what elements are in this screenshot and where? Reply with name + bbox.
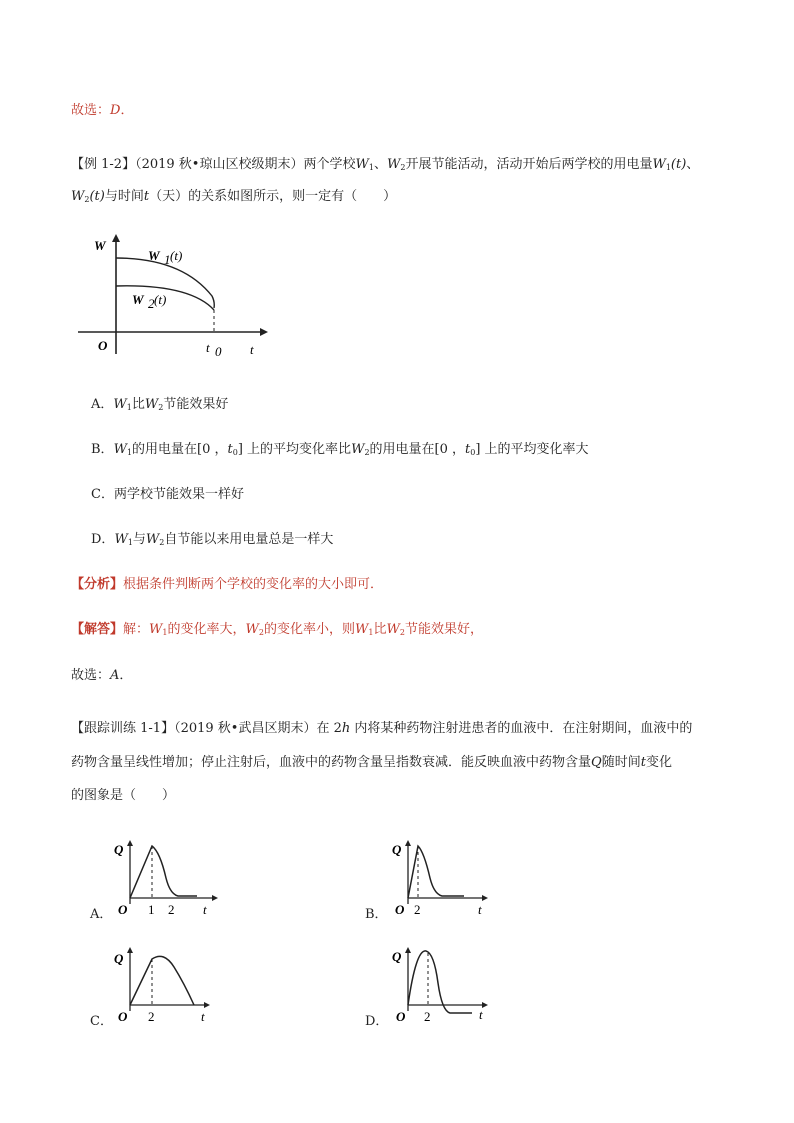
y-axis-arrow-icon — [405, 947, 411, 953]
choice-b-graph — [390, 838, 500, 918]
choice-d-letter: D． — [365, 1014, 389, 1029]
tick-label-1: 1 — [148, 902, 155, 917]
curve-w1-label: W — [148, 248, 160, 263]
x-axis-label: t — [201, 1009, 205, 1024]
x-axis-label: t — [479, 1007, 483, 1022]
answer-suffix: ． — [120, 103, 134, 118]
text: 与 — [132, 532, 146, 547]
answer-value: A — [110, 668, 120, 683]
letter: C． — [91, 487, 114, 502]
text: 的图象是（ ） — [71, 788, 176, 803]
origin-label: O — [118, 902, 128, 917]
sub: 2 — [258, 628, 264, 637]
tick-label-2: 2 — [168, 902, 175, 917]
y-axis-arrow-icon — [127, 840, 133, 846]
choice-d-graph — [390, 945, 500, 1025]
letter: A． — [91, 397, 114, 412]
text: ] 上的平均变化率比 — [237, 442, 352, 457]
text: 的用电量在[0 ， — [132, 442, 228, 457]
text: 药物含量呈线性增加；停止注射后，血液中的药物含量呈指数衰减．能反映血液中药物含量 — [71, 755, 592, 770]
var-w: W — [386, 157, 401, 172]
curve-w1-sub: 1 — [164, 252, 171, 267]
answer-prefix: 故选： — [71, 668, 111, 683]
followup-line-2 — [71, 754, 672, 772]
var-h: h — [341, 721, 351, 736]
text: 的变化率大， — [167, 622, 246, 637]
curve-w2-sub: 2 — [148, 296, 155, 311]
followup-line-1 — [71, 720, 692, 738]
curve-w2-arg: (t) — [154, 292, 167, 307]
y-axis-label: W — [94, 238, 106, 253]
choice-a-graph — [112, 838, 222, 918]
tick-label-1: 2 — [148, 1009, 155, 1024]
text: 的用电量在[0 ， — [369, 442, 466, 457]
x-axis-arrow-icon — [482, 1002, 488, 1008]
choice-b-letter: B． — [365, 907, 388, 922]
analysis-tag: 【分析】 — [71, 577, 124, 592]
example-line-2 — [71, 188, 396, 209]
var-w: W — [652, 157, 666, 172]
text: 两个学校 — [303, 157, 356, 172]
option-b — [91, 441, 589, 462]
option-c — [91, 486, 244, 504]
sub: 2 — [159, 538, 165, 547]
curve — [130, 846, 197, 898]
sub: 1 — [162, 628, 168, 637]
choice-c-letter: C． — [90, 1014, 113, 1029]
sub: 1 — [127, 538, 133, 547]
answer-prefix: 故选： — [71, 103, 111, 118]
var-t: t — [143, 189, 150, 204]
text: 与时间 — [104, 189, 144, 204]
tick-label-1: 2 — [414, 902, 421, 917]
tick-label-1: 2 — [424, 1009, 431, 1024]
option-a — [91, 396, 228, 417]
y-axis-arrow-icon — [112, 234, 120, 242]
t0-label: t — [206, 340, 210, 355]
text: 两学校节能效果一样好 — [113, 487, 244, 502]
sub: 2 — [400, 163, 406, 172]
var-w: W — [355, 157, 369, 172]
var-w: W — [355, 622, 369, 637]
text: 的变化率小，则 — [263, 622, 355, 637]
var-w: W — [351, 442, 365, 457]
text: 在 2 — [316, 721, 342, 736]
example-graph — [72, 228, 272, 360]
sub: 0 — [470, 448, 476, 457]
x-axis-label: t — [478, 902, 482, 917]
text: 开展节能活动，活动开始后两学校的用电量 — [405, 157, 653, 172]
text: 、 — [373, 157, 387, 172]
curve-w2-label: W — [132, 292, 144, 307]
y-axis-label: Q — [114, 951, 124, 966]
curve — [408, 846, 464, 898]
x-axis-label: t — [203, 902, 207, 917]
var-w: W — [113, 397, 127, 412]
choice-a-letter: A． — [90, 907, 113, 922]
sub: 2 — [399, 628, 405, 637]
var-q: Q — [591, 755, 602, 770]
sub: 1 — [368, 628, 374, 637]
solution-line — [71, 621, 483, 642]
choice-c-graph — [112, 945, 222, 1025]
sub: 1 — [126, 448, 133, 457]
curve — [408, 951, 472, 1013]
var-t: t — [640, 755, 646, 770]
sub: 2 — [84, 195, 90, 204]
answer-line-2 — [71, 667, 132, 685]
answer-value: D — [110, 103, 121, 118]
curve — [130, 956, 194, 1005]
followup-tag: 【跟踪训练 1-1】 — [71, 721, 175, 736]
var-w: W — [145, 532, 160, 547]
x-axis-arrow-icon — [260, 328, 268, 336]
text: 节能效果好， — [404, 622, 483, 637]
x-axis-arrow-icon — [204, 1002, 210, 1008]
y-axis-label: Q — [392, 842, 402, 857]
text: 比 — [131, 397, 145, 412]
y-axis-label: Q — [392, 949, 402, 964]
text: 自节能以来用电量总是一样大 — [164, 532, 334, 547]
example-source: （2019 秋•琼山区校级期末） — [135, 157, 304, 172]
analysis-line — [71, 576, 383, 594]
solution-tag: 【解答】 — [71, 622, 124, 637]
option-d — [91, 531, 333, 552]
text: 解： — [123, 622, 150, 637]
origin-label: O — [395, 902, 405, 917]
var-w: W — [114, 532, 128, 547]
t0-sub: 0 — [215, 344, 222, 359]
sub: 0 — [232, 448, 238, 457]
var-t: t — [227, 442, 233, 457]
sub: 2 — [364, 448, 370, 457]
text: 节能效果好 — [163, 397, 229, 412]
sub: 1 — [368, 163, 374, 172]
sub: 1 — [126, 403, 132, 412]
followup-source: （2019 秋•武昌区期末） — [174, 721, 317, 736]
var-w: W — [71, 189, 85, 204]
letter: B． — [91, 442, 114, 457]
var-w: W — [386, 622, 400, 637]
sub: 1 — [665, 163, 671, 172]
answer-suffix: ． — [119, 668, 133, 683]
y-axis-arrow-icon — [127, 947, 133, 953]
answer-line-1 — [71, 102, 133, 120]
followup-line-3 — [71, 787, 175, 805]
var-w: W — [144, 397, 159, 412]
letter: D． — [91, 532, 115, 547]
arg: (t) — [89, 189, 105, 204]
y-axis-label: Q — [114, 842, 124, 857]
text: 变化 — [645, 755, 672, 770]
analysis-text: 根据条件判断两个学校的变化率的大小即可． — [123, 577, 384, 592]
x-axis-arrow-icon — [212, 895, 218, 901]
example-tag: 【例 1-2】 — [71, 157, 136, 172]
sub: 2 — [158, 403, 164, 412]
y-axis-arrow-icon — [405, 840, 411, 846]
curve-w1-arg: (t) — [170, 248, 183, 263]
x-axis-arrow-icon — [482, 895, 488, 901]
x-axis-label: t — [250, 342, 254, 357]
text: 随时间 — [601, 755, 641, 770]
var-w: W — [245, 622, 259, 637]
text: 内将某种药物注射进患者的血液中．在注射期间，血液中的 — [350, 721, 693, 736]
origin-label: O — [98, 338, 108, 353]
var-t: t — [465, 442, 471, 457]
var-w: W — [113, 442, 127, 457]
origin-label: O — [396, 1009, 406, 1024]
text: 比 — [373, 622, 387, 637]
text: ] 上的平均变化率大 — [475, 442, 589, 457]
text: 、 — [686, 157, 700, 172]
example-line-1 — [71, 156, 699, 177]
var-w: W — [149, 622, 163, 637]
arg: (t) — [670, 157, 687, 172]
origin-label: O — [118, 1009, 128, 1024]
text: （天）的关系如图所示，则一定有（ ） — [149, 189, 397, 204]
